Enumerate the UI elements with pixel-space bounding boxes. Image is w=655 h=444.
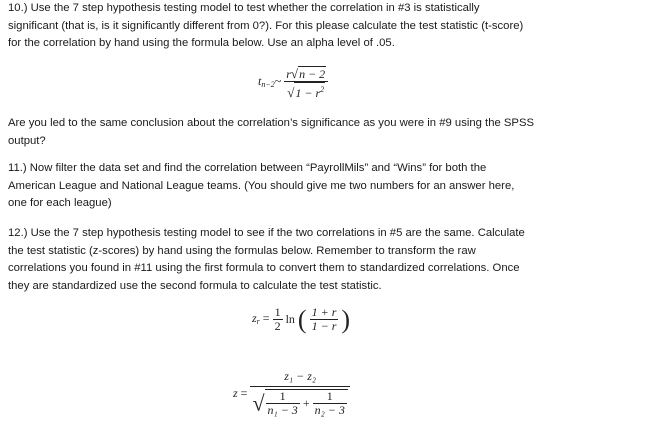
zr-half: $\frac{1}{2}$ [274,305,281,333]
z-term-2: $\frac{1}{\text{n₂ − 3}}$ [314,389,345,417]
fisher-z-formula [252,306,350,333]
q10b-line-2: output? [8,134,46,147]
zr-lhs: $z_r$ = [252,310,270,326]
q10-line-1: 10.) Use the 7 step hypothesis testing model to test whether the correlation in #3 is statistically [8,2,480,14]
question-10 [8,0,523,53]
zr-ln: ln [285,312,295,326]
q10-line-2: significant (that is, is it significantly different from 0?). For this please calculate the test statistic (t-score) [8,19,524,32]
z-denominator: √ $\frac{1}{\text{n₁ − 3}}$ + $\frac{1}{\text{n₂ − 3}}$ [250,386,349,417]
z-fraction [250,370,349,417]
z-test-formula [233,370,350,417]
q10b-line-1: Are you led to the same conclusion about the correlation’s significance as you were in #9 using the SPSS [8,117,535,129]
question-12 [8,225,525,295]
q12-line-2: the test statistic (z-scores) by hand using the formulas below. Remember to transform the raw [8,244,476,257]
zr-inner-fraction: $\frac{1 + r}{1 - r}$ [311,305,337,333]
q12-line-3: correlations you found in #11 using the first formula to convert them to standardized correlations. Once [8,262,520,274]
t-lhs: $t_{n-2}\sim$ [258,74,282,89]
z-lhs: z = [233,386,248,400]
z-term-1: $\frac{1}{\text{n₁ − 3}}$ [267,389,298,417]
q11-line-2: American League and National League teams. (You should give me two numbers for an answer here, [8,179,515,192]
z-numerator: z₁ − z₂ [284,369,317,383]
t-numerator: r√n − 2 [286,66,326,81]
t-denominator: $√1 - r^2$ [284,81,328,100]
zr-open-paren: ( [297,305,307,334]
q12-line-4: they are standardized use the second formula to calculate the test statistic. [8,279,382,292]
q10-line-3: for the correlation by hand using the formula below. Use an alpha level of .05. [8,37,395,49]
zr-close-paren: ) [341,305,351,334]
question-11 [8,160,514,213]
q11-line-3: one for each league) [8,197,112,209]
q11-line-1: 11.) Now filter the data set and find the correlation between “PayrollMils” and “Wins” for both the [8,162,487,174]
t-fraction [284,66,328,100]
t-score-formula [258,66,328,100]
q12-line-1: 12.) Use the 7 step hypothesis testing model to see if the two correlations in #5 are the same. Calculate [8,227,525,239]
question-10-followup [8,115,534,150]
